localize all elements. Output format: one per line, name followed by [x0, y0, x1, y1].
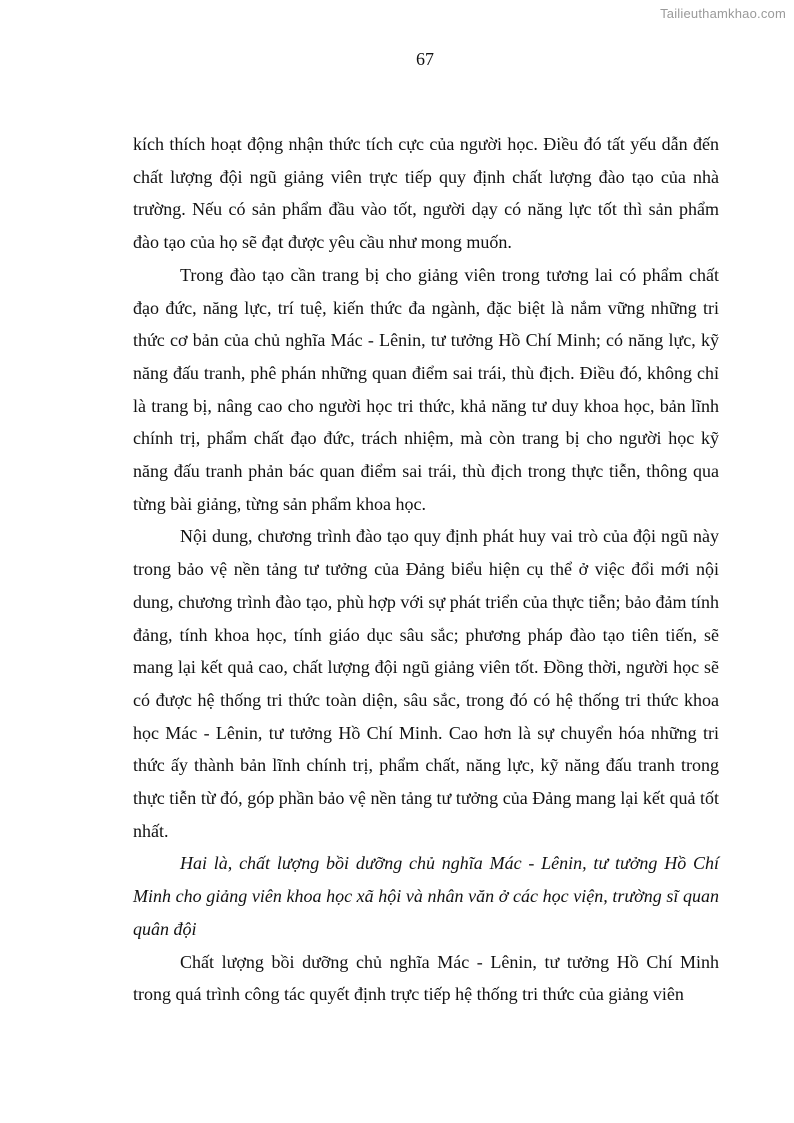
body-text [133, 128, 719, 1011]
watermark-text: Tailieuthamkhao.com [660, 6, 786, 21]
paragraph-training-quality: Chất lượng bồi dưỡng chủ nghĩa Mác - Lênin, tư tưởng Hồ Chí Minh trong quá trình công tác quyết định trực tiếp hệ thống tri thức của giảng viên [133, 951, 719, 1005]
page-number: 67 [416, 49, 434, 69]
paragraph-curriculum: Nội dung, chương trình đào tạo quy định phát huy vai trò của đội ngũ này trong bảo vệ nền tảng tư tưởng của Đảng biểu hiện cụ thể ở việc đổi mới nội dung, chương trình đào tạo, phù hợp với sự phát triển của thực tiễn; bảo đảm tính đảng, tính khoa học, tính giáo dục sâu sắc; phương pháp đào tạo tiên tiến, sẽ mang lại kết quả cao, chất lượng đội ngũ giảng viên tốt. Đồng thời, người học sẽ có được hệ thống tri thức toàn diện, sâu sắc, trong đó có hệ thống tri thức khoa học Mác - Lênin, tư tưởng Hồ Chí Minh. Cao hơn là sự chuyển hóa những tri thức ấy thành bản lĩnh chính trị, phẩm chất, năng lực, kỹ năng đấu tranh trong thực tiễn từ đó, góp phần bảo vệ nền tảng tư tưởng của Đảng mang lại kết quả tốt nhất. [133, 526, 719, 841]
section-heading-second-point: Hai là, chất lượng bồi dưỡng chủ nghĩa Mác - Lênin, tư tưởng Hồ Chí Minh cho giảng viên khoa học xã hội và nhân văn ở các học viện, trường sĩ quan quân đội [133, 853, 719, 939]
paragraph-training-requirements: Trong đào tạo cần trang bị cho giảng viên trong tương lai có phẩm chất đạo đức, năng lực, trí tuệ, kiến thức đa ngành, đặc biệt là nắm vững những tri thức cơ bản của chủ nghĩa Mác - Lênin, tư tưởng Hồ Chí Minh; có năng lực, kỹ năng đấu tranh, phê phán những quan điểm sai trái, thù địch. Điều đó, không chỉ là trang bị, nâng cao cho người học tri thức, khả năng tư duy khoa học, bản lĩnh chính trị, phẩm chất đạo đức, trách nhiệm, mà còn trang bị cho người học kỹ năng đấu tranh phản bác quan điểm sai trái, thù địch trong thực tiễn, thông qua từng bài giảng, từng sản phẩm khoa học. [133, 264, 719, 514]
paragraph-continuation: kích thích hoạt động nhận thức tích cực của người học. Điều đó tất yếu dẫn đến chất lượng đội ngũ giảng viên trực tiếp quy định chất lượng đào tạo của nhà trường. Nếu có sản phẩm đầu vào tốt, người dạy có năng lực tốt thì sản phẩm đào tạo của họ sẽ đạt được yêu cầu như mong muốn. [133, 134, 719, 253]
